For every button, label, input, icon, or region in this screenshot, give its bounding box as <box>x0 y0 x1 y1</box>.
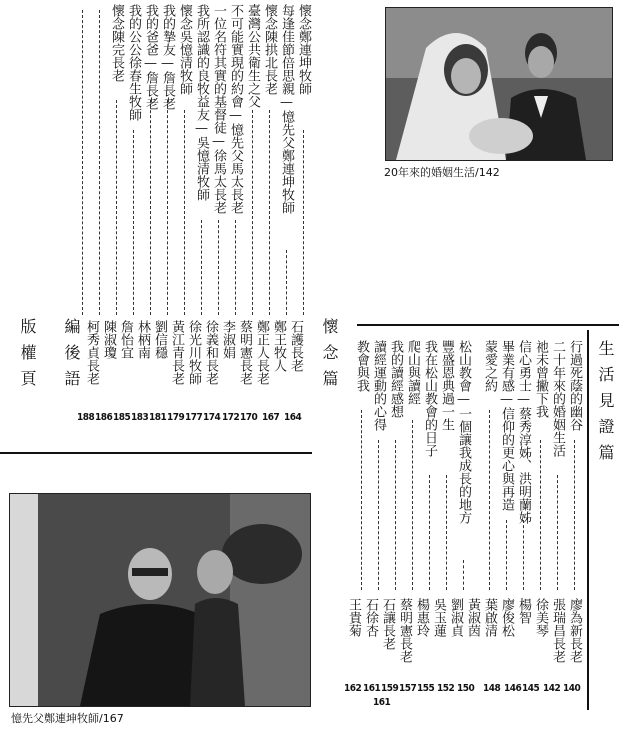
shenghuo-author: 石讓長老 <box>380 598 395 650</box>
shenghuo-author: 王貴菊 <box>346 598 361 637</box>
leader-dash <box>446 475 447 590</box>
huainian-page: 181 <box>149 412 167 423</box>
shenghuo-title: 教會與我 <box>354 340 369 392</box>
huainian-author: 詹怡宜 <box>118 320 133 359</box>
huainian-page: 170 <box>240 412 258 423</box>
huainian-title: 不可能實現的約會—憶先父馬太長老 <box>228 4 243 214</box>
leader-dash <box>557 475 558 590</box>
shenghuo-page: 145 <box>522 683 540 694</box>
shenghuo-author: 劉淑貞 <box>448 598 463 637</box>
memorial-photo <box>9 493 311 707</box>
shenghuo-page: 140 <box>563 683 581 694</box>
huainian-page: 185 <box>113 412 131 423</box>
leader-dash <box>574 440 575 590</box>
huainian-author: 鄭王牧人 <box>271 320 286 372</box>
huainian-page: 172 <box>222 412 240 423</box>
huainian-title: 懷念陳拱北長老 <box>262 4 277 95</box>
huainian-author: 石護長老 <box>288 320 303 372</box>
leader-dash <box>489 410 490 590</box>
huainian-page: 174 <box>203 412 221 423</box>
leader-dash <box>429 475 430 590</box>
huainian-author: 劉信穩 <box>152 320 167 359</box>
huainian-author: 徐光川牧師 <box>186 320 201 385</box>
leader-dash <box>184 110 185 315</box>
shenghuo-author: 徐美琴 <box>533 598 548 637</box>
huainian-page: 179 <box>167 412 185 423</box>
leader-dash <box>82 10 83 315</box>
shenghuo-page: 152 <box>437 683 455 694</box>
huainian-author: 徐義和長老 <box>203 320 218 385</box>
shenghuo-page: 161 <box>363 683 381 694</box>
shenghuo-title: 二十年來的婚姻生活 <box>550 340 565 457</box>
leader-dash <box>378 440 379 590</box>
shenghuo-title: 豐盛恩典過一生 <box>439 340 454 431</box>
huainian-page: 164 <box>284 412 302 423</box>
shenghuo-page: 148 <box>483 683 501 694</box>
leader-dash <box>218 220 219 315</box>
shenghuo-title: 讀經運動的心得 <box>371 340 386 431</box>
huainian-author: 李淑娟 <box>220 320 235 359</box>
huainian-title: 懷念吳憶清牧師 <box>177 4 192 95</box>
shenghuo-author: 楊惠玲 <box>414 598 429 637</box>
shenghuo-title: 行過死蔭的幽谷 <box>567 340 582 431</box>
huainian-title: 我的公公徐春生牧師 <box>126 4 141 121</box>
leader-dash <box>463 560 464 590</box>
right-vertical-divider <box>587 330 589 710</box>
leader-dash <box>150 100 151 315</box>
huainian-author: 黃江青長老 <box>169 320 184 385</box>
huainian-title: 懷念陳完長老 <box>109 4 124 82</box>
memorial-caption: 憶先父鄭連坤牧師/167 <box>11 712 124 725</box>
section-banquan: 版權頁 <box>18 318 37 396</box>
shenghuo-title: 爬山與讀經 <box>405 340 420 405</box>
leader-dash <box>201 220 202 315</box>
leader-dash <box>99 10 100 315</box>
shenghuo-author: 葉啟清 <box>482 598 497 637</box>
leader-dash <box>523 520 524 590</box>
leader-dash <box>252 110 253 315</box>
shenghuo-author: 楊智 <box>516 598 531 624</box>
huainian-title: 我所認識的良牧益友—吳憶清牧師 <box>194 4 209 201</box>
huainian-author: 林柄南 <box>135 320 150 359</box>
huainian-title: 每逢佳節倍思親—憶先父鄭連坤牧師 <box>279 4 294 214</box>
huainian-author: 陳淑瓊 <box>101 320 116 359</box>
shenghuo-page: 157 <box>399 683 417 694</box>
huainian-page: 183 <box>131 412 149 423</box>
wedding-caption: 20年來的婚姻生活/142 <box>384 166 500 179</box>
shenghuo-page: 146 <box>504 683 522 694</box>
shenghuo-title: 信心勇士—蔡秀淳姊、洪明蘭姊 <box>516 340 531 524</box>
section-biany: 編後語 <box>62 318 81 396</box>
shenghuo-page: 142 <box>543 683 561 694</box>
leader-dash <box>540 440 541 590</box>
right-divider <box>357 324 619 326</box>
leader-dash <box>361 410 362 590</box>
section-shenghuo: 生活見證篇 <box>596 340 615 470</box>
huainian-page: 177 <box>185 412 203 423</box>
huainian-author: 蔡明憲長老 <box>237 320 252 385</box>
shenghuo-author: 吳玉蓮 <box>431 598 446 637</box>
shenghuo-page: 161 <box>373 697 391 708</box>
shenghuo-author: 張瑞昌長老 <box>550 598 565 663</box>
huainian-page: 186 <box>95 412 113 423</box>
huainian-title: 我的摯友—詹長老 <box>160 4 175 110</box>
leader-dash <box>395 440 396 590</box>
wedding-photo <box>385 7 613 161</box>
shenghuo-page: 162 <box>344 683 362 694</box>
huainian-author: 鄭正人長老 <box>254 320 269 385</box>
shenghuo-author: 蔡明憲長老 <box>397 598 412 663</box>
leader-dash <box>167 100 168 315</box>
top-left-divider <box>0 452 312 454</box>
shenghuo-page: 150 <box>457 683 475 694</box>
leader-dash <box>286 250 287 315</box>
huainian-page: 188 <box>77 412 95 423</box>
shenghuo-page: 155 <box>417 683 435 694</box>
huainian-page: 167 <box>262 412 280 423</box>
shenghuo-title: 畢業有感—信仰的更心與再造 <box>499 340 514 511</box>
shenghuo-author: 廖為新長老 <box>567 598 582 663</box>
wedding-photo-art <box>386 8 612 160</box>
huainian-title: 我的爸爸—詹長老 <box>143 4 158 110</box>
leader-dash <box>235 220 236 315</box>
shenghuo-page: 159 <box>381 683 399 694</box>
shenghuo-title: 蒙愛之約 <box>482 340 497 392</box>
huainian-title: 臺灣公共衛生之父 <box>245 4 260 108</box>
leader-dash <box>269 110 270 315</box>
shenghuo-author: 廖俊松 <box>499 598 514 637</box>
memorial-photo-art <box>10 494 310 706</box>
leader-dash <box>116 100 117 315</box>
huainian-title: 懷念鄭連坤牧師 <box>296 4 311 95</box>
leader-dash <box>133 130 134 315</box>
leader-dash <box>506 520 507 590</box>
shenghuo-title: 我在松山教會的日子 <box>422 340 437 457</box>
shenghuo-title: 我的讀經感想 <box>388 340 403 418</box>
leader-dash <box>412 420 413 590</box>
shenghuo-title: 祂未曾撇下我 <box>533 340 548 418</box>
huainian-title: 一位名符其實的基督徒—徐馬太長老 <box>211 4 226 214</box>
shenghuo-author: 石徐杏 <box>363 598 378 637</box>
shenghuo-author: 黃淑茵 <box>465 598 480 637</box>
shenghuo-title: 松山教會—一個讓我成長的地方 <box>456 340 471 524</box>
leader-dash <box>303 130 304 315</box>
section-huainian: 懷念篇 <box>320 318 339 396</box>
huainian-author: 柯秀貞長老 <box>84 320 99 385</box>
